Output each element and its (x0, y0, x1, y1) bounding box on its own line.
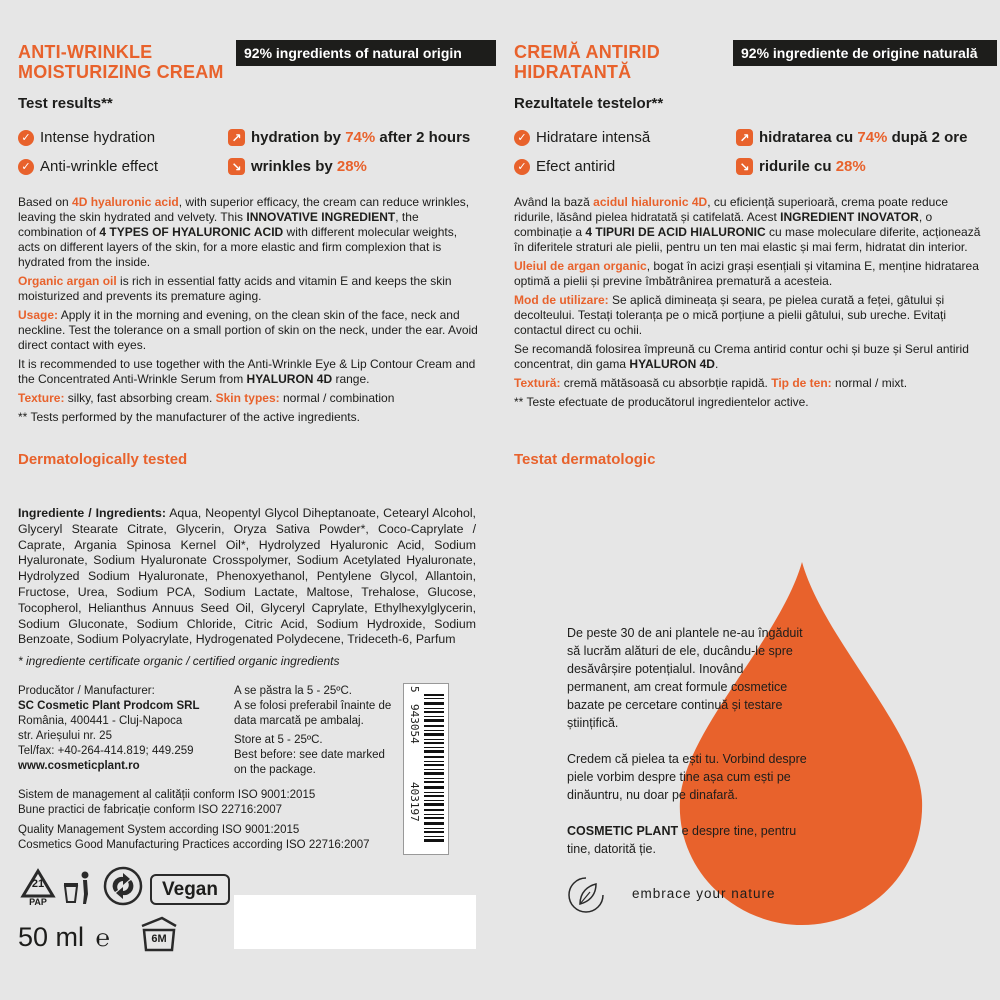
ro-test-results: Rezultatele testelor** (514, 95, 664, 112)
ro-derm-tested: Testat dermatologic (514, 451, 656, 468)
en-tests-note: ** Tests performed by the manufacturer of the active ingredients. (18, 410, 360, 424)
brand-story-3 (567, 822, 807, 858)
en-paragraph-usage: Usage: Apply it in the morning and evening, on the clean skin of the face, neck and neckline. Test the tolerance on a small portion of skin on the neck, under the ear. Avoid direct contact with eyes. (18, 308, 478, 352)
check-icon: ✓ (514, 130, 530, 146)
ro-claim-antiwrinkle-label: Efect antirid (536, 158, 616, 175)
ro-title-line1: CREMĂ ANTIRID (514, 42, 660, 62)
brand-name: COSMETIC PLANT (567, 824, 679, 838)
storage-en-date: Best before: see date marked on the package. (234, 749, 385, 776)
vegan-badge: Vegan (150, 874, 230, 905)
storage-block (234, 684, 394, 778)
quality-ro-iso9001: Sistem de management al calității conform ISO 9001:2015 (18, 789, 316, 801)
en-natural-badge: 92% ingredients of natural origin (236, 40, 496, 66)
ro-result1-value: 74% (857, 129, 888, 146)
quality-en-iso22716: Cosmetics Good Manufacturing Practices according ISO 22716:2007 (18, 839, 370, 851)
arrow-down-icon: ↘ (228, 158, 245, 175)
arrow-down-icon: ↘ (736, 158, 753, 175)
manufacturer-name: SC Cosmetic Plant Prodcom SRL (18, 700, 200, 712)
ro-result1-post: după 2 ore (887, 129, 968, 146)
en-title (18, 42, 238, 82)
en-paragraph-hyaluronic: Based on 4D hyaluronic acid, with superior efficacy, the cream can reduce wrinkles, leaving the skin hydrated and velvety. This INNOVATIVE INGREDIENT, the combination of 4 TYPES OF HYALURONIC ACID with different molecular weights, acts on different layers of the skin, for a more elastic and firm complexion that is hydrated from the inside. (18, 195, 470, 269)
brand-story-2: Credem că pielea ta ești tu. Vorbind despre piele vorbim despre tine așa cum ești pe dinăuntru, nu doar pe dinafară. (567, 752, 807, 802)
barcode-digits-2: 943054 (408, 704, 421, 744)
en-paragraph-argan: Organic argan oil is rich in essential fatty acids and vitamin E and keeps the skin moisturized and prevents its premature aging. (18, 274, 452, 303)
pao-jar-icon (138, 916, 180, 961)
tidyman-icon (62, 870, 94, 911)
ro-tests-note: ** Teste efectuate de producătorul ingredientelor active. (514, 395, 809, 409)
ro-result-hydration (736, 129, 967, 146)
en-result-wrinkles (228, 158, 367, 175)
en-result1-post: after 2 hours (375, 129, 471, 146)
manufacturer-block (18, 684, 233, 774)
en-claim-antiwrinkle-label: Anti-wrinkle effect (40, 158, 159, 175)
barcode-digits-3: 403197 (408, 782, 421, 822)
volume (18, 922, 110, 953)
barcode-digit-1: 5 (408, 686, 421, 693)
green-dot-icon (103, 866, 143, 911)
recycle-pap-icon (18, 868, 58, 908)
ingredients-text: Aqua, Neopentyl Glycol Diheptanoate, Cetearyl Alcohol, Glyceryl Stearate Citrate, Glycerin, Oryza Sativa Powder*, Coco-Caprylate / Caprate, Argania Spinosa Kernel Oil*, Hydrolyzed Hyaluronic Acid, Sodium Hyaluronate, Sodium Hyaluronate Crosspolymer, Sodium Acetylated Hyaluronate, Hydrolyzed Sodium Hyaluronate, Phenoxyethanol, Pentylene Glycol, Allantoin, Fructose, Urea, Sodium PCA, Sodium Lactate, Maltose, Trehalose, Glucose, Tocopherol, Helianthus Annuus Seed Oil, Glyceryl Caprylate, Ethylhexylglycerin, Sodium Gluconate, Sodium Chloride, Citric Acid, Sodium Hydroxide, Sodium Benzoate, Sodium Polyacrylate, Hydrogenated Polydecene, Trideceth-6, Parfum (18, 506, 476, 647)
ro-paragraph-hyaluronic: Având la bază acidul hialuronic 4D, cu eficiență superioară, crema poate reduce ridurile, lăsând pielea hidratată și catifelată. Acest INGREDIENT INOVATOR, o combinație a 4 TIPURI DE ACID HIALURONIC cu mase moleculare diferite, acționează în diferitele straturi ale pielii, pentru un ten mai elastic și mai ferm, hidratat din interior. (514, 195, 981, 254)
brand-story-1: De peste 30 de ani plantele ne-au îngăduit să lucrăm alături de ele, ducându-le spre desăvârșire potențialul. Inovând permanent, am creat formule cosmetice bazate pe cercetare continuă și testare științifică. (567, 626, 803, 730)
ro-result1-pre: hidratarea cu (759, 129, 858, 146)
lot-number-area (234, 895, 476, 949)
recycle-number: 21 (31, 878, 45, 890)
storage-ro-date: A se folosi preferabil înainte de data marcată pe ambalaj. (234, 700, 392, 727)
en-result1-value: 74% (345, 129, 376, 146)
quality-block (18, 788, 398, 853)
en-claim-antiwrinkle (18, 158, 158, 175)
ro-result2-value: 28% (835, 158, 866, 175)
brand-tagline: embrace your nature (632, 886, 776, 901)
storage-ro-temp: A se păstra la 5 - 25ºC. (234, 685, 352, 697)
en-result-hydration (228, 129, 470, 146)
en-paragraph-texture: Texture: silky, fast absorbing cream. Skin types: normal / combination (18, 391, 395, 405)
ro-title-line2: HIDRATANTĂ (514, 62, 632, 82)
ro-title (514, 42, 734, 82)
en-title-line1: ANTI-WRINKLE (18, 42, 153, 62)
en-result2-pre: wrinkles by (251, 158, 337, 175)
ro-description (514, 195, 984, 414)
en-claim-hydration (18, 129, 155, 146)
organic-note: * ingrediente certificate organic / certified organic ingredients (18, 654, 340, 668)
ro-paragraph-usage: Mod de utilizare: Se aplică dimineața și seara, pe pielea curată a feței, gâtului și decolteului. Testați toleranța pe o mică porțiune a pielii gâtului, sub ureche. Evitați contactul direct cu ochii. (514, 293, 947, 337)
en-result2-value: 28% (336, 158, 367, 175)
check-icon: ✓ (18, 159, 34, 175)
barcode (403, 683, 449, 855)
ro-paragraph-argan: Uleiul de argan organic, bogat în acizi grași esențiali și vitamina E, menține hidratarea optimă a pielii și previne îmbătrânirea prematură a acesteia. (514, 259, 979, 288)
manufacturer-address1: România, 400441 - Cluj-Napoca (18, 715, 183, 727)
check-icon: ✓ (514, 159, 530, 175)
manufacturer-address2: str. Arieșului nr. 25 (18, 730, 112, 742)
volume-value: 50 ml (18, 922, 85, 952)
recycle-code: PAP (29, 897, 47, 907)
ro-claim-hydration-label: Hidratare intensă (536, 129, 651, 146)
brand-story (567, 624, 807, 858)
en-title-line2: MOISTURIZING CREAM (18, 62, 224, 82)
en-result1-pre: hydration by (251, 129, 346, 146)
leaf-logo-icon (566, 874, 606, 921)
ro-natural-badge: 92% ingrediente de origine naturală (733, 40, 997, 66)
en-claim-hydration-label: Intense hydration (40, 129, 156, 146)
arrow-up-icon: ↗ (228, 129, 245, 146)
ro-paragraph-recommend: Se recomandă folosirea împreună cu Crema antirid contur ochi și buze și Serul antirid concentrat, din gama HYALURON 4D. (514, 342, 969, 371)
arrow-up-icon: ↗ (736, 129, 753, 146)
check-icon: ✓ (18, 130, 34, 146)
en-paragraph-recommend: It is recommended to use together with the Anti-Wrinkle Eye & Lip Contour Cream and the Concentrated Anti-Wrinkle Serum from HYALURON 4D range. (18, 357, 476, 386)
en-derm-tested: Dermatologically tested (18, 451, 188, 468)
manufacturer-website: www.cosmeticplant.ro (18, 760, 140, 772)
quality-en-iso9001: Quality Management System according ISO 9001:2015 (18, 824, 300, 836)
en-test-results: Test results** (18, 95, 113, 112)
estimated-sign-icon: ℮ (95, 925, 110, 952)
en-description (18, 195, 480, 429)
ro-result-wrinkles (736, 158, 866, 175)
manufacturer-label: Producător / Manufacturer: (18, 685, 155, 697)
ro-paragraph-texture: Textură: cremă mătăsoasă cu absorbție rapidă. Tip de ten: normal / mixt. (514, 376, 908, 390)
brand-story-3-rest: e despre tine, pentru tine, datorită ție. (567, 824, 797, 856)
ro-claim-hydration (514, 129, 650, 146)
ingredients-list (18, 506, 476, 648)
ro-claim-antiwrinkle (514, 158, 615, 175)
quality-ro-iso22716: Bune practici de fabricație conform ISO 22716:2007 (18, 804, 283, 816)
manufacturer-phone: Tel/fax: +40-264-414.819; 449.259 (18, 745, 194, 757)
pao-label: 6M (151, 933, 167, 945)
ingredients-label: Ingrediente / Ingredients: (18, 506, 166, 520)
storage-en-temp: Store at 5 - 25ºC. (234, 734, 323, 746)
ro-result2-pre: ridurile cu (759, 158, 836, 175)
